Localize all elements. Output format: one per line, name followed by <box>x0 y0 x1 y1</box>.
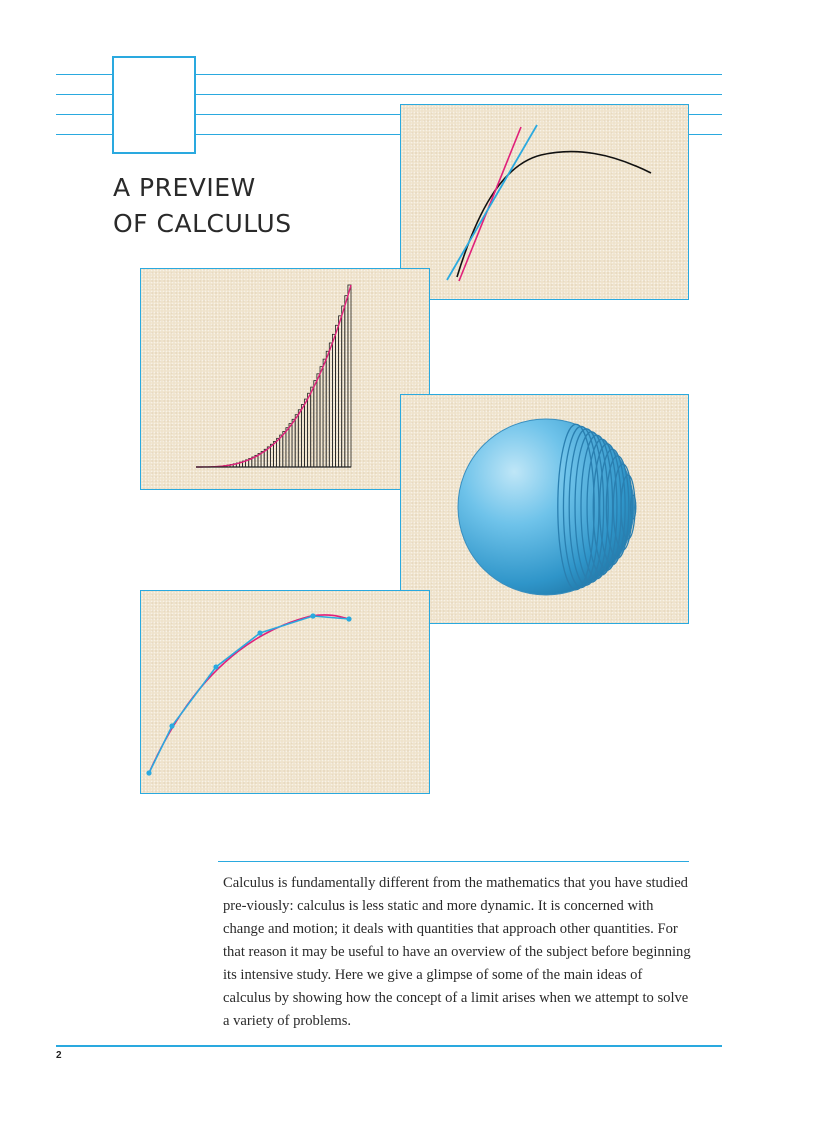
riemann-bar <box>332 334 335 467</box>
intro-rule <box>218 861 689 862</box>
arc-curve <box>149 615 349 773</box>
intro-paragraph: Calculus is fundamentally different from the mathematics that you have studied pre-viously: calculus is less static and more dynamic. It is concerned with change and motion; it deals with quantities that approach other quantities. For that reason it may be useful to have an overview of the subject before beginning its intensive study. Here we give a glimpse of some of the main ideas of calculus by showing how the concept of a limit arises when we attempt to solve a variety of problems. <box>223 875 691 1029</box>
approx-polygon <box>149 616 349 773</box>
riemann-bar <box>348 285 351 467</box>
tangent-line <box>447 125 537 280</box>
vertex <box>146 770 151 775</box>
sphere-figure <box>400 394 689 624</box>
chapter-title <box>113 170 292 242</box>
vertex <box>346 616 351 621</box>
riemann-bar <box>314 381 317 467</box>
tangent-line-graph-icon <box>401 105 690 301</box>
riemann-bar <box>308 393 311 467</box>
area-figure <box>140 268 430 490</box>
tangent-figure <box>400 104 689 300</box>
chapter-title-line-1: A PREVIEW <box>113 173 256 202</box>
secant-line <box>459 127 521 281</box>
chapter-number-box <box>112 56 196 154</box>
vertex <box>257 630 262 635</box>
riemann-bar <box>326 351 329 467</box>
riemann-bar <box>336 325 339 467</box>
riemann-bar <box>329 343 332 467</box>
riemann-bar <box>295 415 298 467</box>
page-number: 2 <box>56 1050 62 1061</box>
riemann-bar <box>339 316 342 467</box>
riemann-bars <box>199 285 351 467</box>
riemann-bar <box>317 374 320 467</box>
vertex <box>169 723 174 728</box>
vertex <box>310 613 315 618</box>
riemann-bar <box>305 399 308 467</box>
riemann-bar <box>277 438 280 467</box>
riemann-bar <box>311 387 314 467</box>
riemann-bar <box>345 296 348 467</box>
footer-rule <box>56 1045 722 1047</box>
riemann-bar <box>342 306 345 467</box>
arc-length-polygon-icon <box>141 591 431 795</box>
chapter-title-line-2: OF CALCULUS <box>113 209 292 238</box>
riemann-bar <box>286 428 289 467</box>
riemann-bar <box>320 367 323 467</box>
riemann-bar <box>298 410 301 467</box>
riemann-bar <box>292 419 295 467</box>
riemann-bar <box>289 424 292 467</box>
riemann-bar <box>270 444 273 467</box>
riemann-bar <box>274 441 277 467</box>
sphere-volume-slices-icon <box>401 395 690 625</box>
area-curve <box>196 285 351 467</box>
riemann-sum-rectangles-icon <box>141 269 431 491</box>
riemann-bar <box>267 447 270 467</box>
riemann-bar <box>323 359 326 467</box>
polygon-vertices <box>146 613 351 775</box>
arc-figure <box>140 590 430 794</box>
vertex <box>213 664 218 669</box>
riemann-bar <box>283 431 286 467</box>
riemann-bar <box>280 435 283 467</box>
riemann-bar <box>301 405 304 467</box>
